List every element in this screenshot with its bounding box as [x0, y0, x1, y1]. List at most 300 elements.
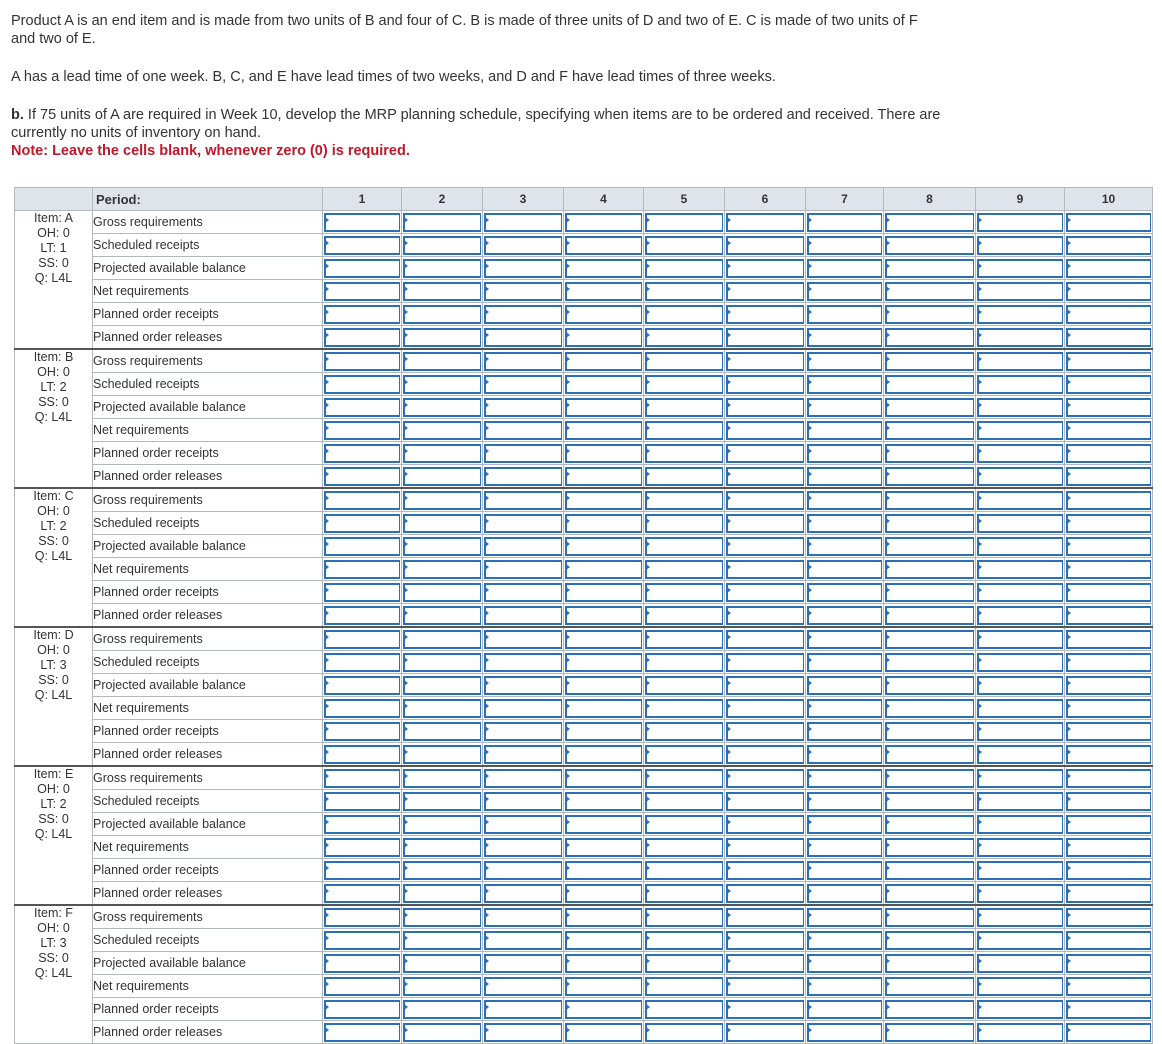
answer-input[interactable] — [484, 259, 562, 278]
answer-input[interactable] — [885, 884, 974, 903]
answer-input[interactable] — [807, 838, 882, 857]
answer-input[interactable] — [324, 769, 400, 788]
answer-input[interactable] — [885, 213, 974, 232]
answer-input[interactable] — [1066, 282, 1151, 301]
answer-input[interactable] — [324, 259, 400, 278]
answer-input[interactable] — [807, 722, 882, 741]
answer-input[interactable] — [403, 537, 481, 556]
answer-input[interactable] — [1066, 259, 1151, 278]
answer-input[interactable] — [565, 838, 642, 857]
answer-input[interactable] — [726, 884, 804, 903]
answer-input[interactable] — [807, 699, 882, 718]
answer-input[interactable] — [977, 954, 1063, 973]
answer-input[interactable] — [565, 514, 642, 533]
answer-input[interactable] — [807, 375, 882, 394]
answer-input[interactable] — [565, 954, 642, 973]
answer-input[interactable] — [645, 745, 723, 764]
answer-input[interactable] — [1066, 236, 1151, 255]
answer-input[interactable] — [403, 398, 481, 417]
answer-input[interactable] — [565, 282, 642, 301]
answer-input[interactable] — [807, 861, 882, 880]
answer-input[interactable] — [484, 699, 562, 718]
answer-input[interactable] — [1066, 1000, 1151, 1019]
answer-input[interactable] — [807, 328, 882, 347]
answer-input[interactable] — [324, 467, 400, 486]
answer-input[interactable] — [726, 1023, 804, 1042]
answer-input[interactable] — [484, 861, 562, 880]
answer-input[interactable] — [484, 491, 562, 510]
answer-input[interactable] — [324, 375, 400, 394]
answer-input[interactable] — [1066, 421, 1151, 440]
answer-input[interactable] — [1066, 398, 1151, 417]
answer-input[interactable] — [403, 815, 481, 834]
answer-input[interactable] — [645, 444, 723, 463]
answer-input[interactable] — [403, 421, 481, 440]
answer-input[interactable] — [324, 977, 400, 996]
answer-input[interactable] — [977, 653, 1063, 672]
answer-input[interactable] — [645, 1000, 723, 1019]
answer-input[interactable] — [726, 213, 804, 232]
answer-input[interactable] — [885, 491, 974, 510]
answer-input[interactable] — [484, 398, 562, 417]
answer-input[interactable] — [1066, 838, 1151, 857]
answer-input[interactable] — [1066, 815, 1151, 834]
answer-input[interactable] — [645, 977, 723, 996]
answer-input[interactable] — [324, 676, 400, 695]
answer-input[interactable] — [885, 792, 974, 811]
answer-input[interactable] — [726, 722, 804, 741]
answer-input[interactable] — [726, 583, 804, 602]
answer-input[interactable] — [565, 352, 642, 371]
answer-input[interactable] — [645, 815, 723, 834]
answer-input[interactable] — [977, 769, 1063, 788]
answer-input[interactable] — [977, 537, 1063, 556]
answer-input[interactable] — [403, 352, 481, 371]
answer-input[interactable] — [1066, 861, 1151, 880]
answer-input[interactable] — [726, 908, 804, 927]
answer-input[interactable] — [645, 699, 723, 718]
answer-input[interactable] — [807, 606, 882, 625]
answer-input[interactable] — [403, 606, 481, 625]
answer-input[interactable] — [324, 583, 400, 602]
answer-input[interactable] — [565, 861, 642, 880]
answer-input[interactable] — [403, 1023, 481, 1042]
answer-input[interactable] — [977, 398, 1063, 417]
answer-input[interactable] — [1066, 884, 1151, 903]
answer-input[interactable] — [977, 514, 1063, 533]
answer-input[interactable] — [324, 398, 400, 417]
answer-input[interactable] — [565, 1023, 642, 1042]
answer-input[interactable] — [977, 491, 1063, 510]
answer-input[interactable] — [1066, 213, 1151, 232]
answer-input[interactable] — [885, 328, 974, 347]
answer-input[interactable] — [565, 769, 642, 788]
answer-input[interactable] — [726, 931, 804, 950]
answer-input[interactable] — [885, 699, 974, 718]
answer-input[interactable] — [807, 583, 882, 602]
answer-input[interactable] — [807, 908, 882, 927]
answer-input[interactable] — [726, 954, 804, 973]
answer-input[interactable] — [645, 954, 723, 973]
answer-input[interactable] — [324, 213, 400, 232]
answer-input[interactable] — [324, 884, 400, 903]
answer-input[interactable] — [726, 236, 804, 255]
answer-input[interactable] — [565, 560, 642, 579]
answer-input[interactable] — [484, 282, 562, 301]
answer-input[interactable] — [1066, 769, 1151, 788]
answer-input[interactable] — [645, 583, 723, 602]
answer-input[interactable] — [403, 1000, 481, 1019]
answer-input[interactable] — [645, 398, 723, 417]
answer-input[interactable] — [324, 1000, 400, 1019]
answer-input[interactable] — [807, 467, 882, 486]
answer-input[interactable] — [645, 560, 723, 579]
answer-input[interactable] — [403, 769, 481, 788]
answer-input[interactable] — [565, 537, 642, 556]
answer-input[interactable] — [403, 931, 481, 950]
answer-input[interactable] — [484, 236, 562, 255]
answer-input[interactable] — [977, 583, 1063, 602]
answer-input[interactable] — [885, 537, 974, 556]
answer-input[interactable] — [324, 537, 400, 556]
answer-input[interactable] — [885, 1000, 974, 1019]
answer-input[interactable] — [1066, 444, 1151, 463]
answer-input[interactable] — [484, 1000, 562, 1019]
answer-input[interactable] — [484, 815, 562, 834]
answer-input[interactable] — [565, 583, 642, 602]
answer-input[interactable] — [403, 954, 481, 973]
answer-input[interactable] — [1066, 908, 1151, 927]
answer-input[interactable] — [726, 1000, 804, 1019]
answer-input[interactable] — [645, 653, 723, 672]
answer-input[interactable] — [726, 977, 804, 996]
answer-input[interactable] — [403, 375, 481, 394]
answer-input[interactable] — [324, 444, 400, 463]
answer-input[interactable] — [1066, 792, 1151, 811]
answer-input[interactable] — [324, 838, 400, 857]
answer-input[interactable] — [565, 815, 642, 834]
answer-input[interactable] — [565, 699, 642, 718]
answer-input[interactable] — [403, 491, 481, 510]
answer-input[interactable] — [565, 1000, 642, 1019]
answer-input[interactable] — [807, 282, 882, 301]
answer-input[interactable] — [885, 630, 974, 649]
answer-input[interactable] — [324, 514, 400, 533]
answer-input[interactable] — [484, 583, 562, 602]
answer-input[interactable] — [885, 444, 974, 463]
answer-input[interactable] — [885, 861, 974, 880]
answer-input[interactable] — [484, 352, 562, 371]
answer-input[interactable] — [645, 282, 723, 301]
answer-input[interactable] — [977, 977, 1063, 996]
answer-input[interactable] — [885, 606, 974, 625]
answer-input[interactable] — [565, 653, 642, 672]
answer-input[interactable] — [977, 560, 1063, 579]
answer-input[interactable] — [807, 745, 882, 764]
answer-input[interactable] — [484, 745, 562, 764]
answer-input[interactable] — [977, 815, 1063, 834]
answer-input[interactable] — [645, 722, 723, 741]
answer-input[interactable] — [645, 467, 723, 486]
answer-input[interactable] — [484, 328, 562, 347]
answer-input[interactable] — [807, 305, 882, 324]
answer-input[interactable] — [726, 444, 804, 463]
answer-input[interactable] — [1066, 954, 1151, 973]
answer-input[interactable] — [484, 537, 562, 556]
answer-input[interactable] — [726, 792, 804, 811]
answer-input[interactable] — [726, 606, 804, 625]
answer-input[interactable] — [726, 375, 804, 394]
answer-input[interactable] — [484, 676, 562, 695]
answer-input[interactable] — [403, 259, 481, 278]
answer-input[interactable] — [484, 954, 562, 973]
answer-input[interactable] — [1066, 630, 1151, 649]
answer-input[interactable] — [977, 861, 1063, 880]
answer-input[interactable] — [885, 352, 974, 371]
answer-input[interactable] — [565, 908, 642, 927]
answer-input[interactable] — [403, 908, 481, 927]
answer-input[interactable] — [403, 838, 481, 857]
answer-input[interactable] — [977, 236, 1063, 255]
answer-input[interactable] — [885, 282, 974, 301]
answer-input[interactable] — [403, 699, 481, 718]
answer-input[interactable] — [726, 676, 804, 695]
answer-input[interactable] — [885, 722, 974, 741]
answer-input[interactable] — [977, 722, 1063, 741]
answer-input[interactable] — [885, 977, 974, 996]
answer-input[interactable] — [807, 236, 882, 255]
answer-input[interactable] — [324, 815, 400, 834]
answer-input[interactable] — [885, 745, 974, 764]
answer-input[interactable] — [807, 560, 882, 579]
answer-input[interactable] — [885, 931, 974, 950]
answer-input[interactable] — [726, 305, 804, 324]
answer-input[interactable] — [1066, 583, 1151, 602]
answer-input[interactable] — [484, 792, 562, 811]
answer-input[interactable] — [807, 444, 882, 463]
answer-input[interactable] — [977, 1023, 1063, 1042]
answer-input[interactable] — [726, 421, 804, 440]
answer-input[interactable] — [565, 745, 642, 764]
answer-input[interactable] — [324, 491, 400, 510]
answer-input[interactable] — [1066, 722, 1151, 741]
answer-input[interactable] — [977, 375, 1063, 394]
answer-input[interactable] — [324, 421, 400, 440]
answer-input[interactable] — [324, 861, 400, 880]
answer-input[interactable] — [885, 676, 974, 695]
answer-input[interactable] — [324, 722, 400, 741]
answer-input[interactable] — [977, 444, 1063, 463]
answer-input[interactable] — [565, 977, 642, 996]
answer-input[interactable] — [977, 745, 1063, 764]
answer-input[interactable] — [807, 1023, 882, 1042]
answer-input[interactable] — [726, 467, 804, 486]
answer-input[interactable] — [484, 977, 562, 996]
answer-input[interactable] — [885, 769, 974, 788]
answer-input[interactable] — [807, 352, 882, 371]
answer-input[interactable] — [977, 792, 1063, 811]
answer-input[interactable] — [807, 421, 882, 440]
answer-input[interactable] — [484, 630, 562, 649]
answer-input[interactable] — [977, 908, 1063, 927]
answer-input[interactable] — [977, 699, 1063, 718]
answer-input[interactable] — [885, 838, 974, 857]
answer-input[interactable] — [885, 375, 974, 394]
answer-input[interactable] — [324, 699, 400, 718]
answer-input[interactable] — [807, 884, 882, 903]
answer-input[interactable] — [403, 653, 481, 672]
answer-input[interactable] — [484, 305, 562, 324]
answer-input[interactable] — [565, 676, 642, 695]
answer-input[interactable] — [565, 606, 642, 625]
answer-input[interactable] — [807, 259, 882, 278]
answer-input[interactable] — [807, 769, 882, 788]
answer-input[interactable] — [403, 213, 481, 232]
answer-input[interactable] — [484, 838, 562, 857]
answer-input[interactable] — [645, 514, 723, 533]
answer-input[interactable] — [807, 491, 882, 510]
answer-input[interactable] — [977, 259, 1063, 278]
answer-input[interactable] — [484, 722, 562, 741]
answer-input[interactable] — [726, 514, 804, 533]
answer-input[interactable] — [645, 259, 723, 278]
answer-input[interactable] — [1066, 352, 1151, 371]
answer-input[interactable] — [807, 630, 882, 649]
answer-input[interactable] — [977, 884, 1063, 903]
answer-input[interactable] — [484, 421, 562, 440]
answer-input[interactable] — [645, 769, 723, 788]
answer-input[interactable] — [885, 954, 974, 973]
answer-input[interactable] — [807, 676, 882, 695]
answer-input[interactable] — [403, 282, 481, 301]
answer-input[interactable] — [403, 861, 481, 880]
answer-input[interactable] — [324, 352, 400, 371]
answer-input[interactable] — [1066, 606, 1151, 625]
answer-input[interactable] — [1066, 699, 1151, 718]
answer-input[interactable] — [403, 560, 481, 579]
answer-input[interactable] — [807, 213, 882, 232]
answer-input[interactable] — [726, 560, 804, 579]
answer-input[interactable] — [726, 653, 804, 672]
answer-input[interactable] — [977, 282, 1063, 301]
answer-input[interactable] — [885, 398, 974, 417]
answer-input[interactable] — [645, 236, 723, 255]
answer-input[interactable] — [645, 421, 723, 440]
answer-input[interactable] — [1066, 1023, 1151, 1042]
answer-input[interactable] — [977, 838, 1063, 857]
answer-input[interactable] — [484, 606, 562, 625]
answer-input[interactable] — [977, 467, 1063, 486]
answer-input[interactable] — [484, 514, 562, 533]
answer-input[interactable] — [885, 305, 974, 324]
answer-input[interactable] — [484, 931, 562, 950]
answer-input[interactable] — [565, 630, 642, 649]
answer-input[interactable] — [565, 305, 642, 324]
answer-input[interactable] — [726, 259, 804, 278]
answer-input[interactable] — [565, 467, 642, 486]
answer-input[interactable] — [645, 931, 723, 950]
answer-input[interactable] — [324, 792, 400, 811]
answer-input[interactable] — [324, 954, 400, 973]
answer-input[interactable] — [807, 792, 882, 811]
answer-input[interactable] — [885, 514, 974, 533]
answer-input[interactable] — [324, 328, 400, 347]
answer-input[interactable] — [484, 884, 562, 903]
answer-input[interactable] — [726, 815, 804, 834]
answer-input[interactable] — [484, 653, 562, 672]
answer-input[interactable] — [565, 931, 642, 950]
answer-input[interactable] — [977, 676, 1063, 695]
answer-input[interactable] — [403, 583, 481, 602]
answer-input[interactable] — [645, 884, 723, 903]
answer-input[interactable] — [645, 213, 723, 232]
answer-input[interactable] — [565, 884, 642, 903]
answer-input[interactable] — [565, 328, 642, 347]
answer-input[interactable] — [726, 398, 804, 417]
answer-input[interactable] — [403, 977, 481, 996]
answer-input[interactable] — [645, 375, 723, 394]
answer-input[interactable] — [645, 537, 723, 556]
answer-input[interactable] — [403, 676, 481, 695]
answer-input[interactable] — [807, 931, 882, 950]
answer-input[interactable] — [885, 560, 974, 579]
answer-input[interactable] — [565, 259, 642, 278]
answer-input[interactable] — [645, 1023, 723, 1042]
answer-input[interactable] — [885, 236, 974, 255]
answer-input[interactable] — [645, 861, 723, 880]
answer-input[interactable] — [645, 630, 723, 649]
answer-input[interactable] — [565, 236, 642, 255]
answer-input[interactable] — [645, 908, 723, 927]
answer-input[interactable] — [403, 305, 481, 324]
answer-input[interactable] — [324, 305, 400, 324]
answer-input[interactable] — [403, 792, 481, 811]
answer-input[interactable] — [565, 722, 642, 741]
answer-input[interactable] — [403, 745, 481, 764]
answer-input[interactable] — [726, 745, 804, 764]
answer-input[interactable] — [645, 305, 723, 324]
answer-input[interactable] — [807, 815, 882, 834]
answer-input[interactable] — [726, 699, 804, 718]
answer-input[interactable] — [484, 213, 562, 232]
answer-input[interactable] — [726, 491, 804, 510]
answer-input[interactable] — [885, 908, 974, 927]
answer-input[interactable] — [484, 1023, 562, 1042]
answer-input[interactable] — [1066, 375, 1151, 394]
answer-input[interactable] — [403, 467, 481, 486]
answer-input[interactable] — [403, 884, 481, 903]
answer-input[interactable] — [807, 653, 882, 672]
answer-input[interactable] — [324, 908, 400, 927]
answer-input[interactable] — [403, 444, 481, 463]
answer-input[interactable] — [645, 352, 723, 371]
answer-input[interactable] — [484, 560, 562, 579]
answer-input[interactable] — [324, 931, 400, 950]
answer-input[interactable] — [403, 236, 481, 255]
answer-input[interactable] — [565, 491, 642, 510]
answer-input[interactable] — [1066, 328, 1151, 347]
answer-input[interactable] — [885, 653, 974, 672]
answer-input[interactable] — [1066, 514, 1151, 533]
answer-input[interactable] — [484, 467, 562, 486]
answer-input[interactable] — [484, 375, 562, 394]
answer-input[interactable] — [1066, 977, 1151, 996]
answer-input[interactable] — [726, 352, 804, 371]
answer-input[interactable] — [807, 954, 882, 973]
answer-input[interactable] — [885, 583, 974, 602]
answer-input[interactable] — [807, 537, 882, 556]
answer-input[interactable] — [324, 745, 400, 764]
